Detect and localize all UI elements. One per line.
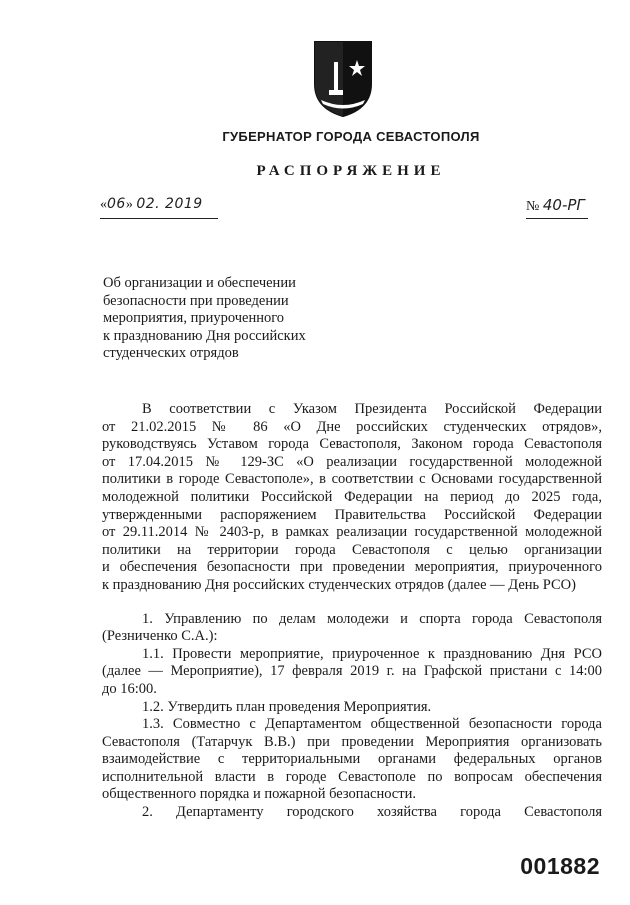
number-value: 40-РГ xyxy=(542,196,585,214)
item-1-3-line: общественного порядка и пожарной безопасности. xyxy=(102,786,416,803)
item-2-line: 2. Департаменту городского хозяйства города Севастополя xyxy=(142,804,602,821)
preamble-line: политики на территории города Севастополя с целью организации xyxy=(102,541,602,558)
issuing-authority: ГУБЕРНАТОР ГОРОДА СЕВАСТОПОЛЯ xyxy=(222,129,480,144)
preamble-line: руководствуясь Уставом города Севастополя, Законом города Севастополя xyxy=(102,436,602,453)
preamble-line: молодежной политики Российской Федерации на период до 2025 года, xyxy=(102,488,602,505)
document-type-title: РАСПОРЯЖЕНИЕ xyxy=(256,163,446,179)
document-subject xyxy=(103,275,333,363)
item-1-1-line: до 16:00. xyxy=(102,680,157,697)
preamble-line: утвержденными распоряжением Правительства Российской Федерации xyxy=(102,506,602,523)
sevastopol-coat-of-arms-icon xyxy=(313,40,373,118)
preamble-line: к празднованию Дня российских студенческих отрядов (далее — День РСО) xyxy=(102,576,576,593)
preamble-line: и обеспечения безопасности при проведении мероприятия, приуроченного xyxy=(102,559,602,576)
date-quote-open: « xyxy=(100,197,107,212)
subject-line: безопасности при проведении xyxy=(103,292,289,309)
document-body xyxy=(102,401,602,822)
item-1-3-line: 1.3. Совместно с Департаментом общественной безопасности города xyxy=(142,716,602,733)
preamble-line: от 21.02.2015 № 86 «О Дне российских студенческих отрядов», xyxy=(102,418,602,435)
item-1-2-line: 1.2. Утвердить план проведения Мероприятия. xyxy=(142,698,432,715)
date-quote-close: » xyxy=(125,197,133,212)
subject-line: к празднованию Дня российских xyxy=(103,327,306,344)
item-1-3-line: Севастополя (Татарчук В.В.) при проведении Мероприятия организовать xyxy=(102,733,602,750)
preamble-line: политики в городе Севастополе», в соответствии с Основами государственной xyxy=(102,471,602,488)
preamble-line: от 29.11.2014 № 2403-р, в рамках реализации государственной молодежной xyxy=(102,524,602,541)
subject-line: мероприятия, приуроченного xyxy=(103,310,285,326)
item-1-line: 1. Управлению по делам молодежи и спорта города Севастополя xyxy=(142,610,602,627)
serial-number: 001882 xyxy=(520,853,600,879)
document-number xyxy=(526,196,588,219)
preamble-line: от 17.04.2015 № 129-ЗС «О реализации государственной молодежной xyxy=(102,453,602,470)
item-1-1-line: 1.1. Провести мероприятие, приуроченное к празднованию Дня РСО xyxy=(142,645,602,662)
date-day: 06 xyxy=(107,196,126,212)
item-1-1-line: (далее — Мероприятие), 17 февраля 2019 г. на Графской пристани с 14:00 xyxy=(102,663,602,680)
date-month-year: 02. 2019 xyxy=(136,196,203,212)
subject-line: студенческих отрядов xyxy=(103,345,239,361)
subject-line: Об организации и обеспечении xyxy=(103,275,296,291)
document-date xyxy=(100,196,218,219)
item-1-3-line: исполнительной власти в городе Севастополе по вопросам обеспечения xyxy=(102,768,602,785)
item-1-line: (Резниченко С.А.): xyxy=(102,628,218,645)
preamble-line: В соответствии с Указом Президента Российской Федерации xyxy=(142,401,602,417)
number-label: № xyxy=(526,199,540,214)
item-1-3-line: взаимодействие с территориальными органами федеральных органов xyxy=(102,751,602,768)
